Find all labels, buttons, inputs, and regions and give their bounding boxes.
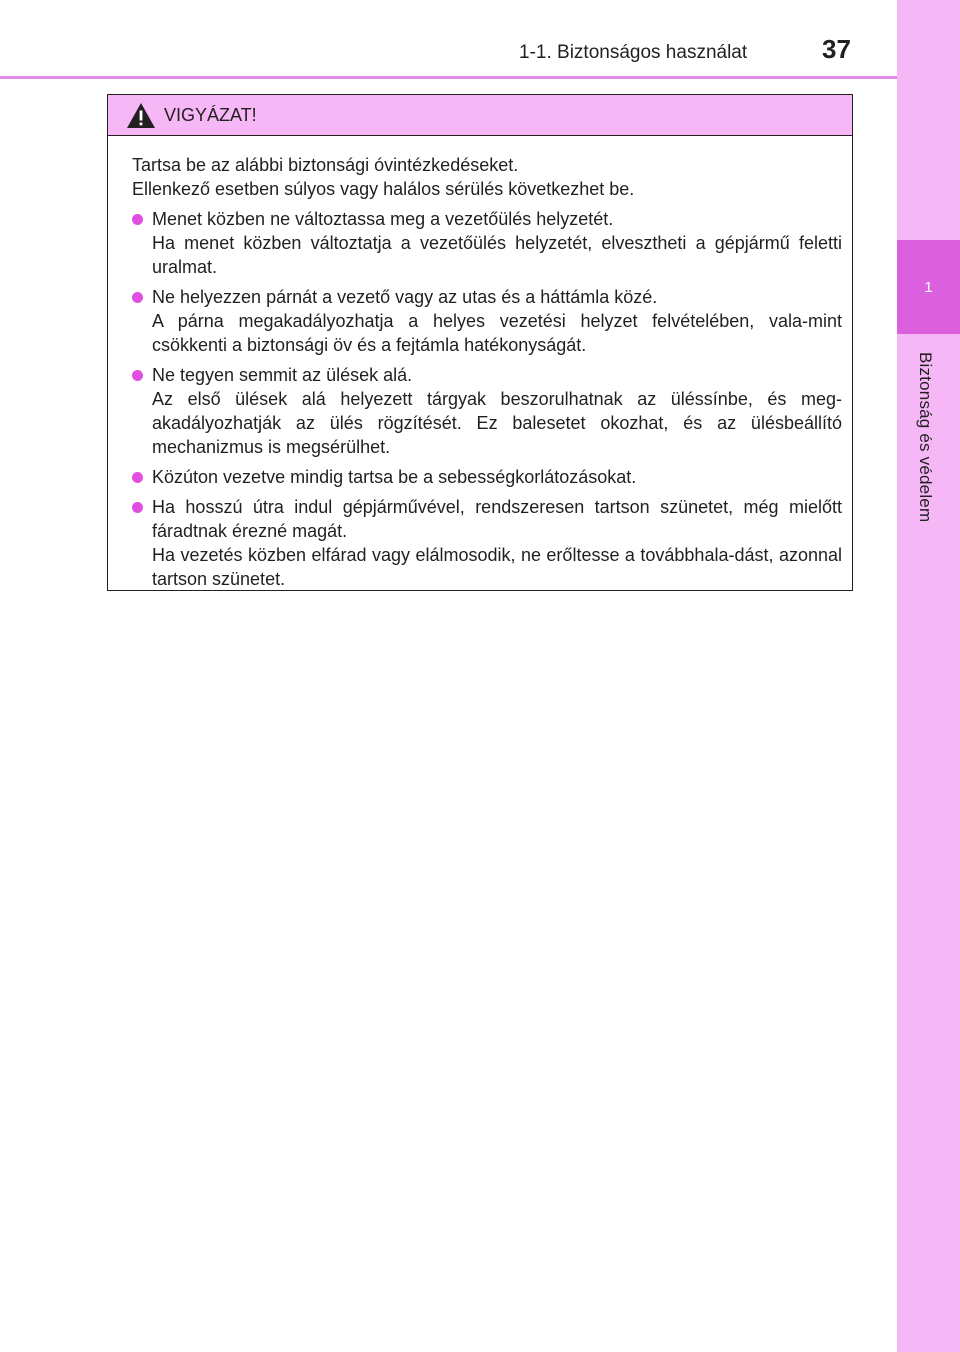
chapter-side-bar bbox=[897, 0, 960, 1352]
warning-item bbox=[132, 495, 842, 591]
item-detail: A párna megakadályozhatja a helyes vezetési helyzet felvételében, vala-mint csökkenti a biztonsági öv és a fejtámla hatékonyságát. bbox=[152, 311, 842, 355]
warning-intro bbox=[132, 153, 842, 201]
intro-line: Ellenkező esetben súlyos vagy halálos sérülés következhet be. bbox=[132, 179, 635, 199]
item-detail: Ha menet közben változtatja a vezetőülés helyzetét, elvesztheti a gépjármű feletti uralmat. bbox=[152, 233, 842, 277]
warning-item bbox=[132, 285, 842, 357]
warning-item bbox=[132, 465, 842, 489]
item-detail: Az első ülések alá helyezett tárgyak beszorulhatnak az üléssínbe, és meg-akadályozhatják az ülés rögzítését. Ez balesetet okozhat, és az ülésbeállító mechanizmus is megsérülhet. bbox=[152, 389, 842, 457]
item-heading: Ne helyezzen párnát a vezető vagy az utas és a háttámla közé. bbox=[152, 287, 658, 307]
item-heading: Ne tegyen semmit az ülések alá. bbox=[152, 365, 413, 385]
intro-line: Tartsa be az alábbi biztonsági óvintézkedéseket. bbox=[132, 155, 519, 175]
warning-item bbox=[132, 363, 842, 459]
warning-body bbox=[108, 136, 852, 591]
bullet-dot-icon bbox=[132, 214, 143, 225]
warning-triangle-icon bbox=[126, 102, 156, 129]
item-detail: Ha vezetés közben elfárad vagy elálmosodik, ne erőltesse a továbbhala-dást, azonnal tartson szünetet. bbox=[152, 545, 842, 589]
item-heading: Ha hosszú útra indul gépjárművével, rendszeresen tartson szünetet, még mielőtt fáradtnak érezné magát. bbox=[152, 497, 842, 541]
bullet-dot-icon bbox=[132, 292, 143, 303]
warning-item bbox=[132, 207, 842, 279]
warning-title: VIGYÁZAT! bbox=[164, 104, 257, 125]
item-heading: Közúton vezetve mindig tartsa be a sebességkorlátozásokat. bbox=[152, 467, 637, 487]
bullet-dot-icon bbox=[132, 370, 143, 381]
warning-header bbox=[108, 95, 852, 136]
bullet-dot-icon bbox=[132, 472, 143, 483]
page-number: 37 bbox=[822, 34, 851, 64]
section-title: 1-1. Biztonságos használat bbox=[519, 42, 748, 63]
item-heading: Menet közben ne változtassa meg a vezetőülés helyzetét. bbox=[152, 209, 614, 229]
header-rule bbox=[0, 76, 897, 79]
bullet-dot-icon bbox=[132, 502, 143, 513]
chapter-number: 1 bbox=[924, 278, 933, 296]
warning-box bbox=[107, 94, 853, 591]
chapter-title: Biztonság és védelem bbox=[916, 352, 935, 523]
chapter-number-tab[interactable] bbox=[897, 240, 960, 334]
